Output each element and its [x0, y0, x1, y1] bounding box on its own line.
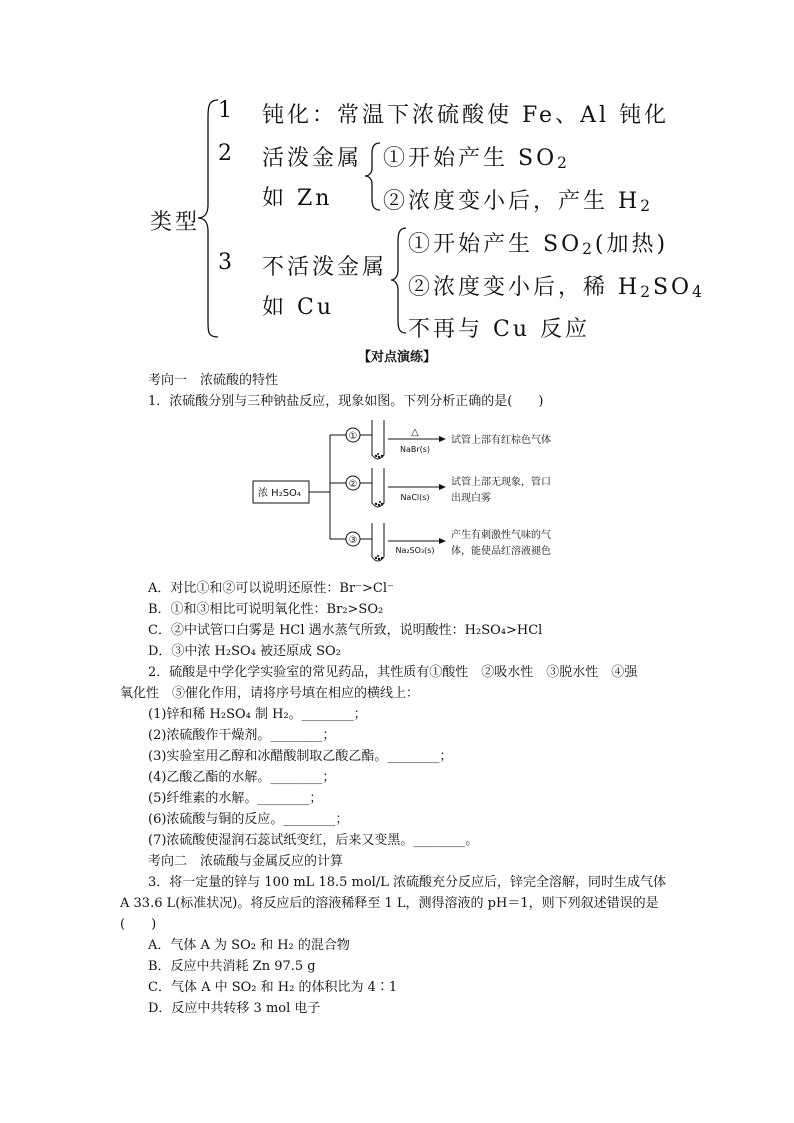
item2-line1: 活泼金属	[262, 146, 363, 171]
marker-1: ①	[348, 431, 358, 442]
item3-number: 3	[218, 250, 235, 275]
result-2-line1: 试管上部无现象，管口	[451, 477, 551, 488]
q2-item-5: (5)纤维素的水解。________；	[148, 791, 323, 806]
q3-option-b: B．反应中共消耗 Zn 97.5 g	[148, 959, 316, 974]
q3-option-d: D．反应中共转移 3 mol 电子	[148, 1001, 321, 1016]
marker-2: ②	[348, 479, 358, 490]
result-3-line2: 体，能使品红溶液褪色	[451, 546, 551, 557]
result-1-line1: 试管上部有红棕色气体	[451, 435, 551, 446]
q3-stem-line2: A 33.6 L(标准状况)。将反应后的溶液稀释至 1 L，测得溶液的 pH＝1，则下列叙述错误的是	[120, 896, 659, 911]
item1-text: 钝化：常温下浓硫酸使 Fe、Al 钝化	[262, 103, 669, 128]
reaction-diagram	[240, 415, 600, 565]
result-2-line2: 出现白雾	[451, 493, 491, 504]
q2-stem-line1: 2．硫酸是中学化学实验室的常见药品，其性质有①酸性 ②吸水性 ③脱水性 ④强	[148, 665, 638, 680]
q1-option-c: C．②中试管口白雾是 HCl 遇水蒸气所致，说明酸性：H₂SO₄>HCl	[148, 623, 543, 638]
item3-sub1: ①开始产生 $SO_2$(加热)	[408, 232, 669, 258]
source-label: 浓 H₂SO₄	[258, 488, 301, 499]
result-3-line1: 产生有刺激性气味的气	[451, 530, 551, 541]
q2-item-4: (4)乙酸乙酯的水解。________；	[148, 770, 336, 785]
item2-sub2: ②浓度变小后，产生 $H_2$	[383, 189, 653, 215]
q3-stem-line3: ( )	[120, 917, 157, 932]
item1-number: 1	[218, 98, 235, 123]
q2-stem-line2: 氧化性 ⑤催化作用，请将序号填在相应的横线上：	[120, 686, 420, 701]
section-title: 【对点演练】	[357, 350, 436, 365]
item2-number: 2	[218, 141, 235, 166]
q2-item-1: (1)锌和稀 H₂SO₄ 制 H₂。________；	[148, 707, 367, 722]
q2-item-7: (7)浓硫酸使湿润石蕊试纸变红，后来又变黑。________。	[148, 833, 479, 848]
item3-line2: 如 Cu	[262, 295, 334, 320]
reagent-1: NaBr(s)	[399, 445, 431, 454]
question-1-stem: 1．浓硫酸分别与三种钠盐反应，现象如图。下列分析正确的是( )	[148, 394, 544, 409]
q3-option-c: C．气体 A 中 SO₂ 和 H₂ 的体积比为 4∶1	[148, 980, 398, 995]
heat-symbol: △	[411, 427, 419, 438]
reagent-3: Na₂SO₃(s)	[395, 546, 435, 555]
reagent-2: NaCl(s)	[400, 493, 430, 502]
marker-3: ③	[348, 535, 358, 546]
item2-sub1: ①开始产生 $SO_2$	[383, 146, 570, 172]
q1-option-b: B．①和③相比可说明氧化性：Br₂>SO₂	[148, 602, 384, 617]
item2-line2: 如 Zn	[262, 186, 333, 211]
q2-item-6: (6)浓硫酸与铜的反应。________；	[148, 812, 349, 827]
q3-stem-line1: 3．将一定量的锌与 100 mL 18.5 mol/L 浓硫酸充分反应后，锌完全溶解，同时生成气体	[148, 875, 666, 890]
item3-sub3: 不再与 Cu 反应	[408, 317, 590, 342]
topic-2-heading: 考向二 浓硫酸与金属反应的计算	[148, 854, 344, 869]
test-tube-2	[372, 468, 384, 507]
q1-option-a: A．对比①和②可以说明还原性：Br⁻>Cl⁻	[148, 581, 394, 596]
q1-option-d: D．③中浓 H₂SO₄ 被还原成 SO₂	[148, 644, 341, 659]
item3-line1: 不活泼金属	[262, 255, 388, 280]
topic-1-heading: 考向一 浓硫酸的特性	[148, 373, 279, 388]
type-label: 类型	[150, 210, 201, 235]
q2-item-3: (3)实验室用乙醇和冰醋酸制取乙酸乙酯。________；	[148, 749, 453, 764]
item3-sub2: ②浓度变小后，稀 $H_2SO_4$	[408, 275, 705, 301]
q2-item-2: (2)浓硫酸作干燥剂。________；	[148, 728, 336, 743]
q3-option-a: A．气体 A 为 SO₂ 和 H₂ 的混合物	[148, 938, 350, 953]
